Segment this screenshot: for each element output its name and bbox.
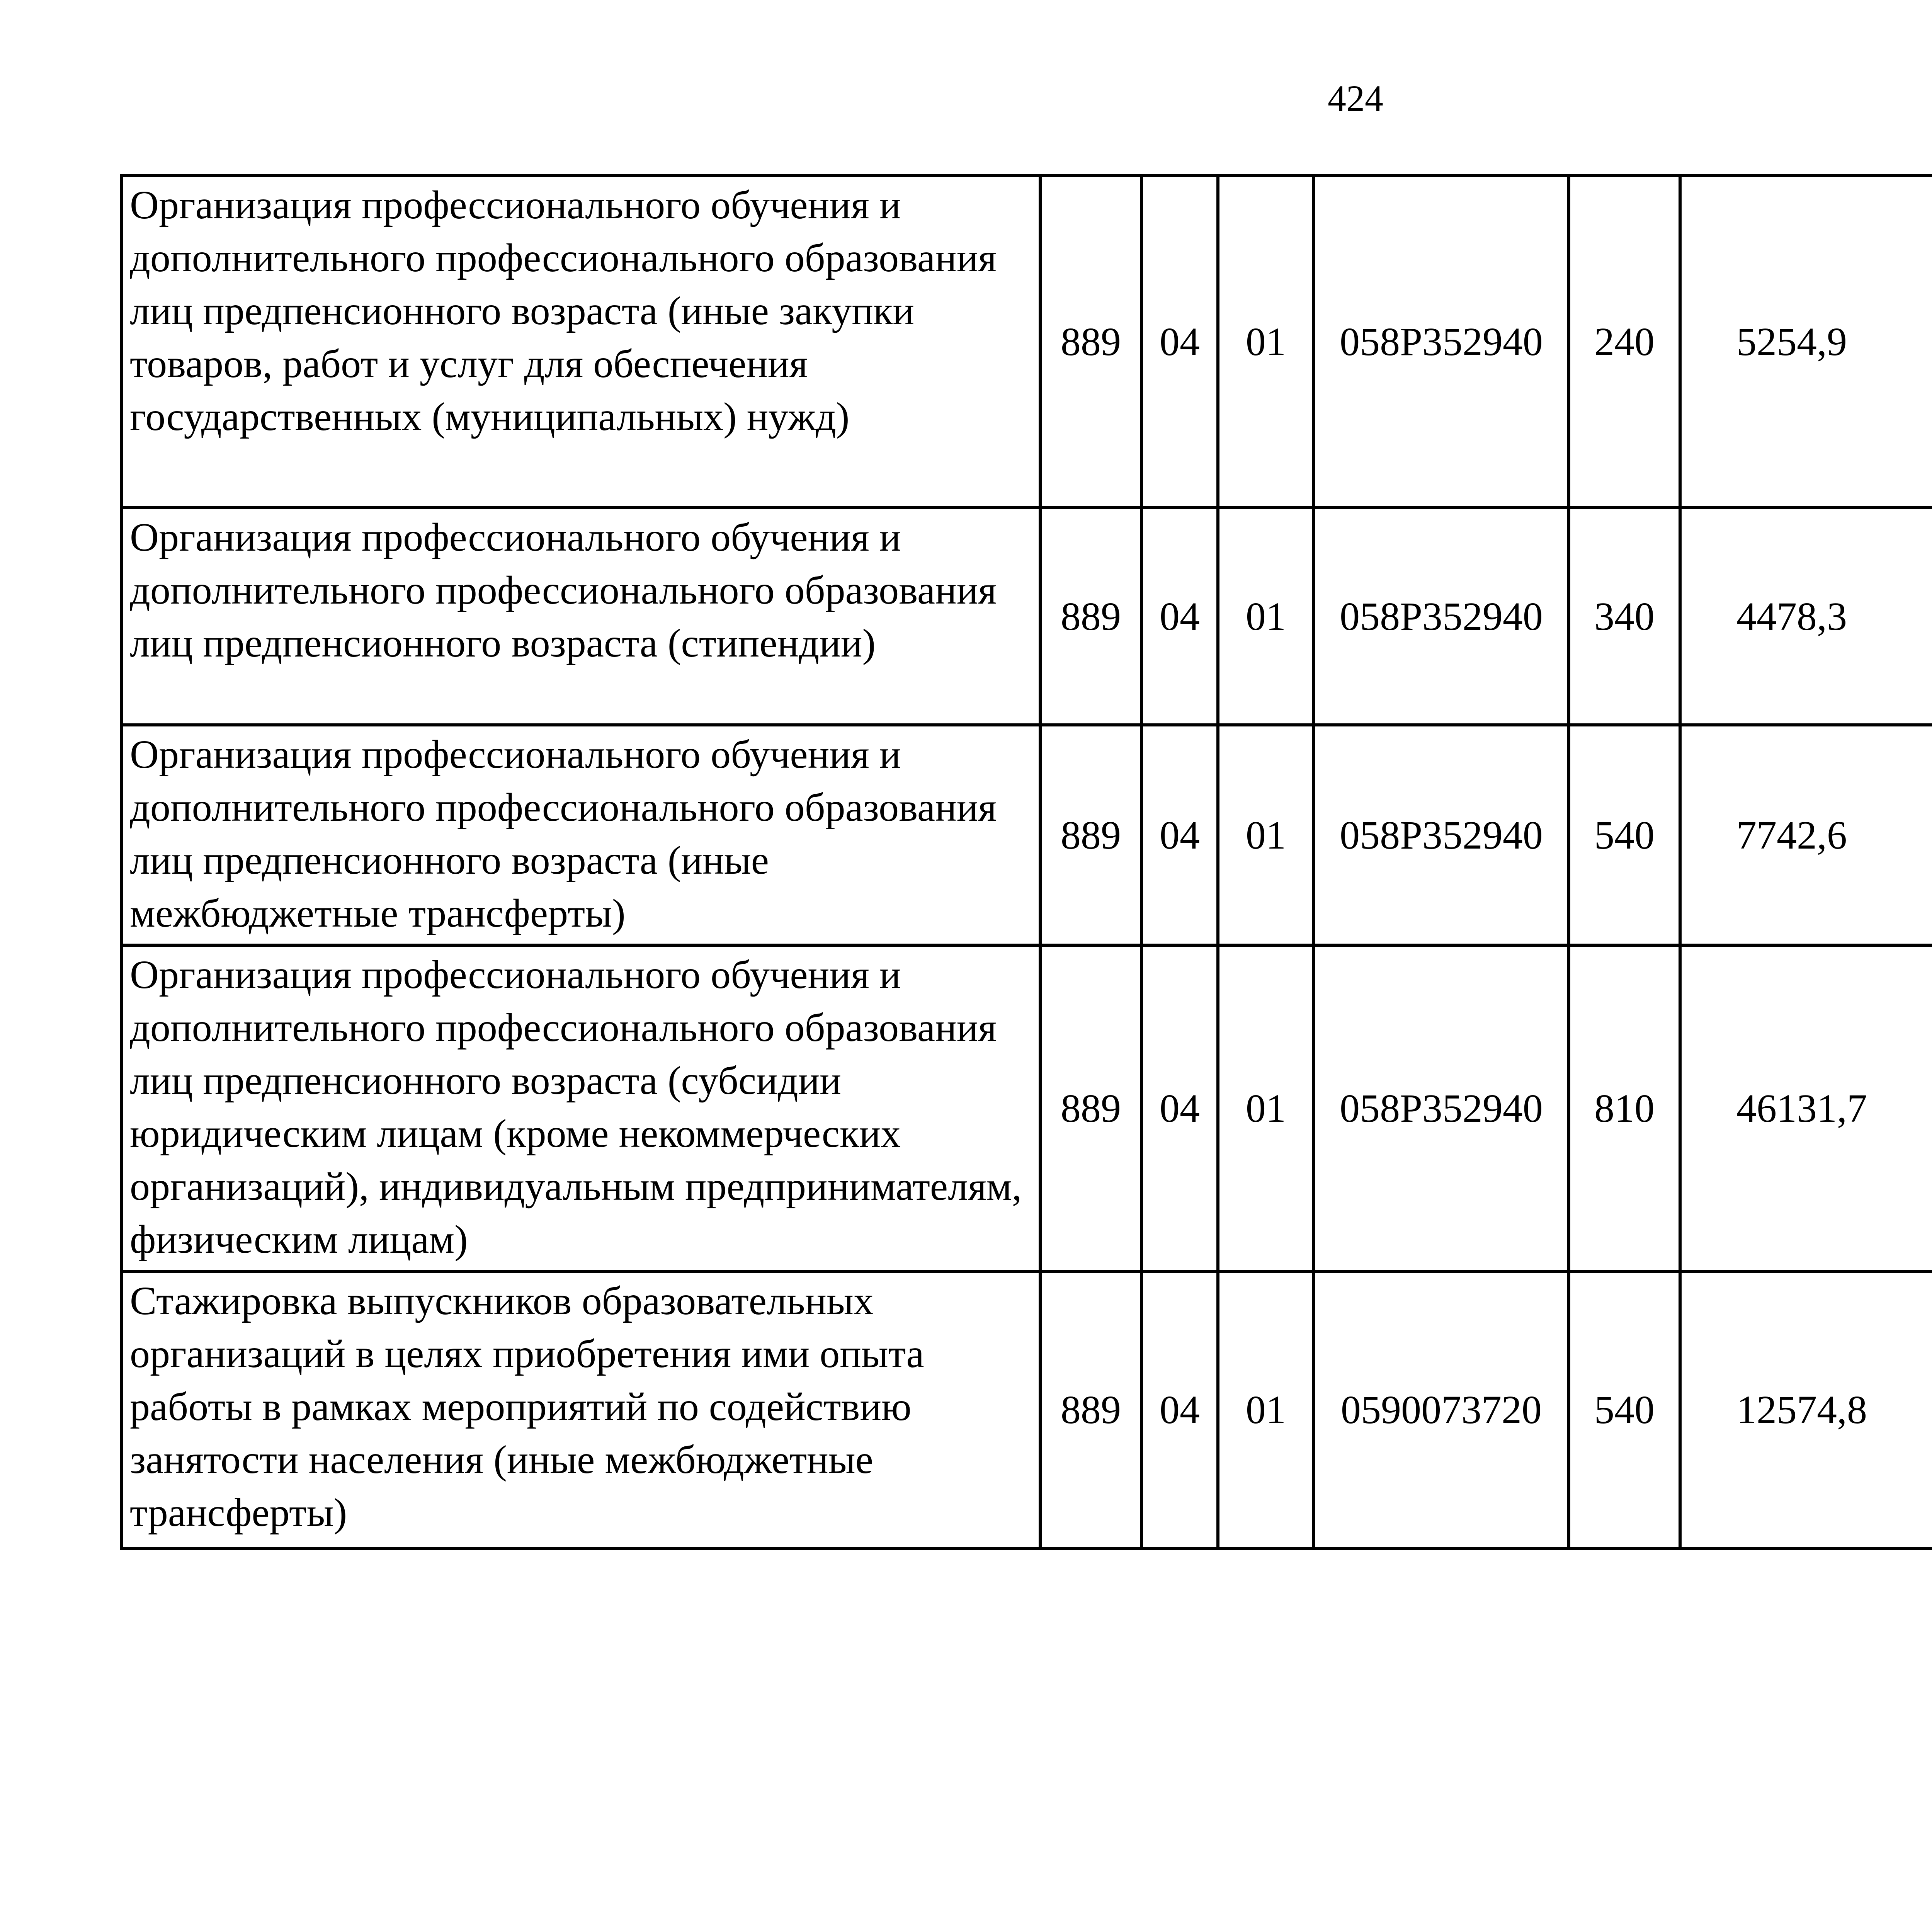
subsection-code-cell: 01 [1218, 945, 1314, 1271]
section-code-cell: 04 [1141, 725, 1218, 945]
target-article-cell: 0590073720 [1314, 1271, 1569, 1548]
ministry-code-cell: 889 [1040, 725, 1141, 945]
table-row [121, 508, 1932, 725]
expense-type-cell: 810 [1569, 945, 1680, 1271]
amount-1-cell: 12574,8 [1680, 1271, 1932, 1548]
budget-table [120, 174, 1932, 1550]
target-article-cell: 058P352940 [1314, 945, 1569, 1271]
expense-type-cell: 240 [1569, 175, 1680, 508]
subsection-code-cell: 01 [1218, 508, 1314, 725]
target-article-cell: 058P352940 [1314, 725, 1569, 945]
amount-1-cell: 46131,7 [1680, 945, 1932, 1271]
amount-1-cell: 7742,6 [1680, 725, 1932, 945]
table-row [121, 945, 1932, 1271]
subsection-code-cell: 01 [1218, 175, 1314, 508]
table-row [121, 1271, 1932, 1548]
section-code-cell: 04 [1141, 175, 1218, 508]
ministry-code-cell: 889 [1040, 945, 1141, 1271]
description-cell: Стажировка выпускников образовательных организаций в целях приобретения ими опыта работы в рамках мероприятий по содействию занятости населения (иные межбюджетные трансферты) [121, 1271, 1040, 1548]
target-article-cell: 058P352940 [1314, 175, 1569, 508]
subsection-code-cell: 01 [1218, 1271, 1314, 1548]
section-code-cell: 04 [1141, 1271, 1218, 1548]
description-cell: Организация профессионального обучения и дополнительного профессионального образования лиц предпенсионного возраста (стипендии) [121, 508, 1040, 725]
description-cell: Организация профессионального обучения и дополнительного профессионального образования лиц предпенсионного возраста (иные межбюджетные трансферты) [121, 725, 1040, 945]
ministry-code-cell: 889 [1040, 1271, 1141, 1548]
subsection-code-cell: 01 [1218, 725, 1314, 945]
table-row [121, 175, 1932, 508]
section-code-cell: 04 [1141, 945, 1218, 1271]
expense-type-cell: 540 [1569, 1271, 1680, 1548]
page-number: 424 [1328, 78, 1383, 119]
expense-type-cell: 540 [1569, 725, 1680, 945]
target-article-cell: 058P352940 [1314, 508, 1569, 725]
description-cell: Организация профессионального обучения и дополнительного профессионального образования лиц предпенсионного возраста (иные закупки товаров, работ и услуг для обеспечения государственных (муниципальных) нужд) [121, 175, 1040, 508]
amount-1-cell: 5254,9 [1680, 175, 1932, 508]
section-code-cell: 04 [1141, 508, 1218, 725]
table-row [121, 725, 1932, 945]
description-cell: Организация профессионального обучения и дополнительного профессионального образования лиц предпенсионного возраста (субсидии юридическим лицам (кроме некоммерческих организаций), индивидуальным предпринимателям, физическим лицам) [121, 945, 1040, 1271]
expense-type-cell: 340 [1569, 508, 1680, 725]
ministry-code-cell: 889 [1040, 508, 1141, 725]
amount-1-cell: 4478,3 [1680, 508, 1932, 725]
ministry-code-cell: 889 [1040, 175, 1141, 508]
